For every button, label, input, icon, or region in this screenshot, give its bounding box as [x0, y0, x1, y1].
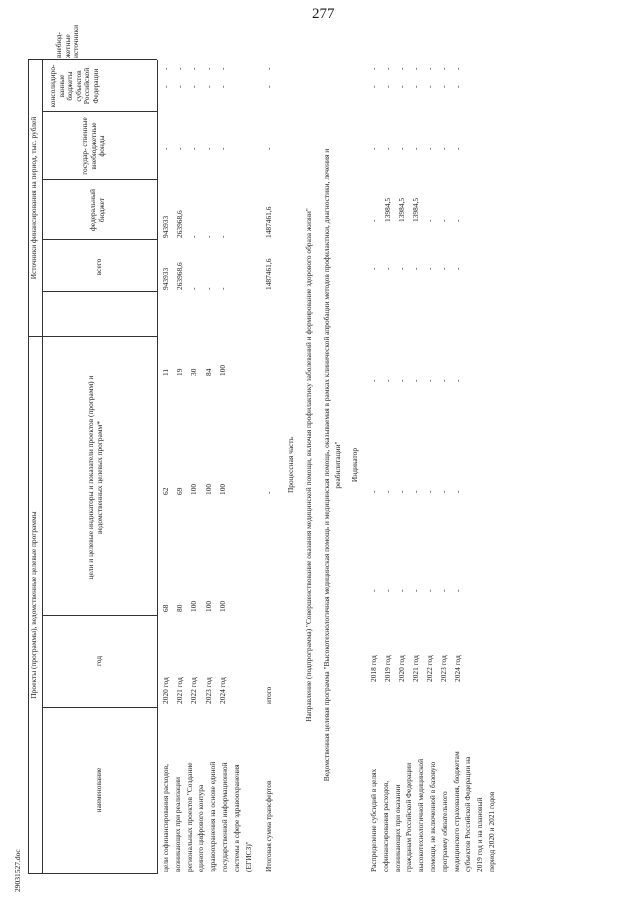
block2-federal: - [369, 219, 378, 222]
block2-name-line: субъектов Российской Федерации на [463, 756, 473, 872]
block2-col-3: - [369, 379, 378, 382]
block2-col-3: - [425, 379, 434, 382]
block1-name-line: здравоохранения на основе единой [208, 761, 218, 872]
header-state-funds: государ- ственные внебюджетные фонды [80, 117, 107, 175]
block2-federal: - [439, 219, 448, 222]
section-vcp-line1: Ведомственная целевая программа "Высокотехнологичная медицинская помощь и медицинская помощь, оказываемая в рамках клинической апробации методов профилактики, диагностики, лечения и [322, 148, 331, 782]
block2-other: - [453, 67, 462, 70]
block2-col-3: - [397, 379, 406, 382]
block2-year: 2023 год [439, 655, 448, 682]
block1-indicator-2: 100 [203, 483, 213, 495]
block2-state: - [411, 147, 420, 150]
block2-col-3: - [411, 379, 420, 382]
block2-col-1: - [453, 589, 462, 592]
block1-federal: 943933 [161, 215, 170, 238]
block1-state: - [175, 147, 185, 150]
block2-state: - [439, 147, 448, 150]
block1-indicator-3: 11 [161, 368, 170, 376]
block2-total: - [369, 267, 378, 270]
block2-regional: - [397, 85, 406, 88]
block2-col-2: - [369, 490, 378, 493]
block2-state: - [383, 147, 392, 150]
block2-total: - [383, 267, 392, 270]
col-divider-federal [42, 239, 157, 240]
block2-col-3: - [383, 379, 392, 382]
block1-indicator-1: 100 [189, 600, 199, 612]
block1-other: - [175, 67, 185, 70]
header-year: год [94, 655, 103, 667]
block2-name-line: софинансирования расходов, [380, 780, 390, 872]
block1-total: - [217, 287, 227, 290]
block2-year: 2022 год [425, 655, 434, 682]
header-total: всего [94, 258, 103, 276]
block1-other: - [203, 67, 213, 70]
block2-col-1: - [397, 589, 406, 592]
block1-total: - [189, 287, 199, 290]
block2-name-line: 2019 год и на плановый [475, 797, 485, 872]
block2-other: - [411, 67, 420, 70]
block2-regional: - [425, 85, 434, 88]
block1-total: 263968,6 [175, 262, 185, 290]
block1-regional: - [217, 85, 227, 88]
block1-indicator-3: 30 [189, 368, 199, 376]
block1-indicator-2: 62 [161, 487, 170, 495]
block1-name-line: возникающих при реализации [172, 776, 182, 872]
block1-indicator-2: 100 [189, 483, 199, 495]
block1-indicator-3: 100 [217, 364, 227, 376]
block2-name-line: период 2020 и 2021 годов [487, 791, 496, 872]
block1-name-line: (ЕГИСЗ)" [243, 841, 253, 872]
block2-name-line: гражданам Российской Федерации [404, 762, 414, 872]
header-bottom-border [157, 60, 158, 874]
header-targets: цели и целевые индикаторы и показатели проектов (программ) и ведомственных целевых программ* [86, 375, 104, 580]
block1-year: 2022 год [189, 677, 199, 704]
block2-col-3: - [439, 379, 448, 382]
block1-indicator-2: 100 [217, 483, 227, 495]
col-divider-total [42, 291, 157, 292]
block2-regional: - [369, 85, 378, 88]
block1-indicator-3: 19 [175, 368, 185, 376]
block1-total: - [203, 287, 213, 290]
block2-col-2: - [411, 490, 420, 493]
header-regional: консолидиро- ванные бюджеты субъектов Российской Федерации [48, 64, 100, 108]
block2-name-line: помощи, не включенной в базовую [428, 761, 437, 872]
block2-federal: 13984,5 [383, 197, 392, 222]
block2-regional: - [411, 85, 420, 88]
block1-name-line: региональных проектов "Создание [184, 762, 194, 872]
header-name: наименование [94, 767, 103, 813]
block2-regional: - [383, 85, 392, 88]
block2-state: - [425, 147, 434, 150]
block2-federal: - [425, 219, 434, 222]
col-divider-targets [28, 336, 157, 337]
block1-regional: - [161, 85, 170, 88]
total-row-other: - [264, 67, 273, 70]
block2-regional: - [439, 85, 448, 88]
total-row-state: - [264, 147, 273, 150]
block2-year: 2020 год [397, 655, 406, 682]
block2-regional: - [453, 85, 462, 88]
block1-federal: - [203, 235, 213, 238]
section-vcp-line2: реабилитации" [333, 441, 342, 489]
block1-federal: - [189, 235, 199, 238]
block2-year: 2021 год [411, 655, 420, 682]
block2-col-2: - [439, 490, 448, 493]
block1-other: - [161, 67, 170, 70]
block2-federal: 13984,5 [411, 197, 420, 222]
block1-regional: - [189, 85, 199, 88]
block1-year: 2020 год [161, 677, 170, 704]
block1-federal: 263968,6 [175, 210, 185, 238]
table-left-border [28, 873, 157, 874]
block1-indicator-1: 100 [217, 600, 227, 612]
col-divider-name [42, 707, 157, 708]
block1-state: - [217, 147, 227, 150]
rotated-table: Проекты (программы), ведомственные целевые программы Источники финансирования на период, тыс. рублей наименование год цели и целевые индикаторы и показатели проектов (программ) и ведомственных целевых программ* всего федеральный бюджет государ- ственные внебюджетные фонды консолидиро- ванные бюджеты субъектов Российской Федерации внебюд- жетные источники цели софинансирования расходов, возникающих при реализации региональных проектов "Создание единого цифрового контура здравоохранения на основе единой государственной информационной системы в сфере здравоохранения (ЕГИСЗ)" 2020 год 68 62 11 943933 943933 - - - 2021 год 80 69 19 263968,6 263968,6 - - - 2022 год 100 100 30 - - - - - 2023 год 100 100 84 - - - - - 2024 год 100 100 100 - - - - - Итоговая сумма трансфертов итого - 1487461,6 1487461,6 - - - Процессная часть Направление (подпрограмма) "Совершенствование оказания медицинской помощи, включая профилактику заболеваний и формирование здорового образа жизни" Ведомственная целевая программа "Высокотехнологичная медицинская помощь и медицинская помощь, оказываемая в рамках клинической апробации методов профилактики, диагностики, лечения и реабилитации" Индикатор Распределение субсидий в целях софинансирования расходов, возникающих при оказании гражданам Российской Федерации высокотехнологичной медицинской помощи, не включенной в базовую программу обязательного медицинского страхования, бюджетам субъектов Российской Федерации на 2019 год и на плановый период 2020 и 2021 годов 2018 год - - - - - - - - 2019 год - - - - 13984,5 - - - 2020 год - - - - 13984,5 - - - 2021 год - - - - 13984,5 - - - 2022 год - - - - - - - - 2023 год - - - - - - - - 2024 год - - - - - - - - [25, 50, 605, 880]
block2-total: - [411, 267, 420, 270]
block2-col-2: - [397, 490, 406, 493]
block1-indicator-2: 69 [175, 487, 185, 495]
col-divider-regional [42, 111, 157, 112]
block1-state: - [203, 147, 213, 150]
total-row-name: Итоговая сумма трансфертов [264, 780, 273, 872]
block2-federal: - [453, 219, 462, 222]
document-id: 29031527.doc [13, 849, 22, 892]
section-direction: Направление (подпрограмма) "Совершенствование оказания медицинской помощи, включая профилактику заболеваний и формирование здорового образа жизни" [304, 208, 313, 722]
block2-other: - [397, 67, 406, 70]
group-header-divider [42, 60, 43, 874]
block1-indicator-1: 100 [203, 600, 213, 612]
block1-other: - [189, 67, 199, 70]
block2-state: - [369, 147, 378, 150]
block1-indicator-1: 68 [161, 604, 170, 612]
block2-col-3: - [453, 379, 462, 382]
block2-total: - [397, 267, 406, 270]
block2-col-2: - [453, 490, 462, 493]
block2-federal: 13984,5 [397, 197, 406, 222]
block2-total: - [439, 267, 448, 270]
block1-indicator-3: 84 [203, 368, 213, 376]
block2-name-line: медицинского страхования, бюджетам [451, 751, 461, 872]
block2-col-1: - [369, 589, 378, 592]
block2-col-1: - [439, 589, 448, 592]
block2-total: - [425, 267, 434, 270]
block1-name-line: цели софинансирования расходов, [161, 764, 170, 872]
block2-other: - [369, 67, 378, 70]
block2-name-line: программу обязательного [439, 791, 449, 872]
block1-regional: - [203, 85, 213, 88]
block2-year: 2024 год [453, 655, 462, 682]
total-row-regional: - [264, 85, 273, 88]
header-federal: федеральный бюджет [88, 189, 106, 231]
table-right-border [28, 59, 157, 60]
block2-year: 2019 год [383, 655, 392, 682]
total-row-total: 1487461,6 [264, 258, 273, 290]
block2-name-line: Распределение субсидий в целях [369, 768, 378, 872]
block2-year: 2018 год [369, 655, 378, 682]
block1-total: 943933 [161, 267, 170, 290]
block1-year: 2021 год [175, 677, 185, 704]
block2-col-2: - [425, 490, 434, 493]
header-group-funding: Источники финансирования на период, тыс. рублей [29, 116, 38, 280]
block2-col-2: - [383, 490, 392, 493]
block2-other: - [439, 67, 448, 70]
block2-other: - [425, 67, 434, 70]
block2-col-1: - [411, 589, 420, 592]
block1-state: - [161, 147, 170, 150]
block1-year: 2023 год [203, 677, 213, 704]
block1-name-line: системы в сфере здравоохранения [231, 764, 241, 872]
total-row-dash: - [264, 491, 273, 494]
block2-col-1: - [425, 589, 434, 592]
block1-other: - [217, 67, 227, 70]
block1-year: 2024 год [217, 677, 227, 704]
total-row-federal: 1487461,6 [264, 206, 273, 238]
page-number: 277 [312, 6, 335, 22]
block2-name-line: возникающих при оказании [392, 784, 402, 872]
col-divider-state [42, 179, 157, 180]
block2-state: - [397, 147, 406, 150]
block1-name-line: единого цифрового контура [196, 784, 206, 872]
block1-state: - [189, 147, 199, 150]
block2-name-line: высокотехнологичной медицинской [416, 758, 426, 872]
header-group-projects: Проекты (программы), ведомственные целевые программы [29, 511, 38, 699]
block2-total: - [453, 267, 462, 270]
block1-name-line: государственной информационной [220, 762, 229, 872]
block2-col-1: - [383, 589, 392, 592]
block2-other: - [383, 67, 392, 70]
block1-indicator-1: 80 [175, 604, 185, 612]
total-row-year: итого [264, 686, 273, 704]
section-indicator: Индикатор [350, 447, 359, 483]
block2-state: - [453, 147, 462, 150]
block1-regional: - [175, 85, 185, 88]
col-divider-year [42, 615, 157, 616]
block1-federal: - [217, 235, 227, 238]
section-process: Процессная часть [286, 436, 295, 494]
